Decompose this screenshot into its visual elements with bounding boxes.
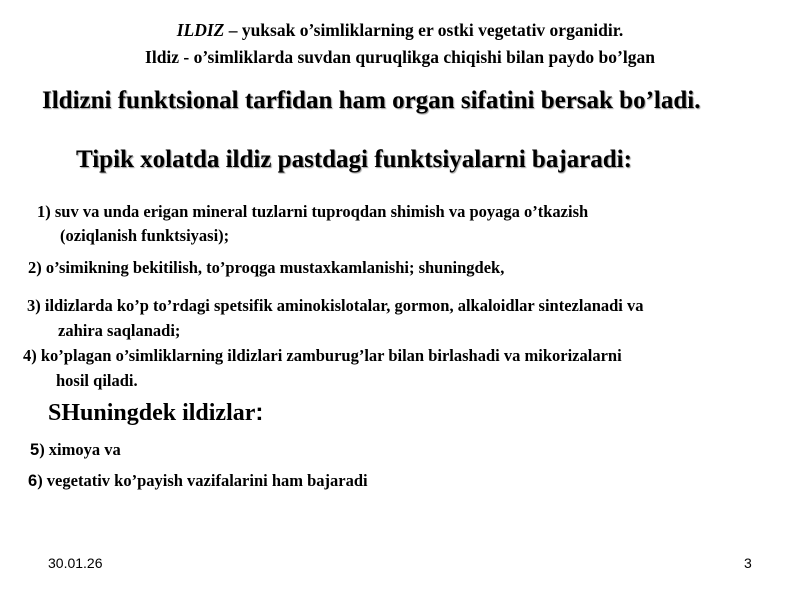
- list-item-3-line-1: 3) ildizlarda ko’p to’rdagi spetsifik aminokislotalar, gormon, alkaloidlar sintezlanadi va: [27, 296, 644, 315]
- intro-second-line: Ildiz - o’simliklarda suvdan quruqlikga chiqishi bilan paydo bo’lgan: [145, 47, 655, 67]
- list-item-6: [28, 471, 368, 491]
- typical-functions-heading: Tipik xolatda ildiz pastdagi funktsiyalarni bajaradi:: [76, 146, 632, 173]
- also-heading: [48, 399, 263, 427]
- intro-term: ILDIZ: [176, 20, 225, 40]
- list-item-5: [30, 440, 121, 460]
- also-heading-colon: :: [255, 399, 264, 426]
- intro-definition: – yuksak o’simliklarning er ostki vegetativ organidir.: [224, 20, 624, 40]
- list-item-5-number: 5: [30, 441, 40, 459]
- also-heading-text: SHuningdek ildizlar: [48, 400, 256, 426]
- list-item-6-number: 6: [28, 472, 38, 490]
- list-item-2: 2) o’simikning bekitilish, to’proqga mustaxkamlanishi; shuningdek,: [28, 258, 505, 277]
- footer-date: 30.01.26: [48, 555, 103, 571]
- list-item-4-line-1: 4) ko’plagan o’simliklarning ildizlari zamburug’lar bilan birlashadi va mikorizalarni: [23, 346, 622, 365]
- list-item-5-text: ) ximoya va: [39, 440, 121, 459]
- list-item-1-line-2: (oziqlanish funktsiyasi);: [60, 226, 230, 245]
- page-number: 3: [744, 555, 752, 571]
- intro-definition-line: [0, 20, 800, 41]
- list-item-1-line-1: 1) suv va unda erigan mineral tuzlarni tuproqdan shimish va poyaga o’tkazish: [37, 202, 589, 221]
- functional-heading: Ildizni funktsional tarfidan ham organ sifatini bersak bo’ladi.: [42, 87, 701, 114]
- list-item-4-line-2: hosil qiladi.: [56, 371, 138, 390]
- list-item-6-text: ) vegetativ ko’payish vazifalarini ham bajaradi: [37, 471, 368, 490]
- list-item-3-line-2: zahira saqlanadi;: [58, 321, 181, 340]
